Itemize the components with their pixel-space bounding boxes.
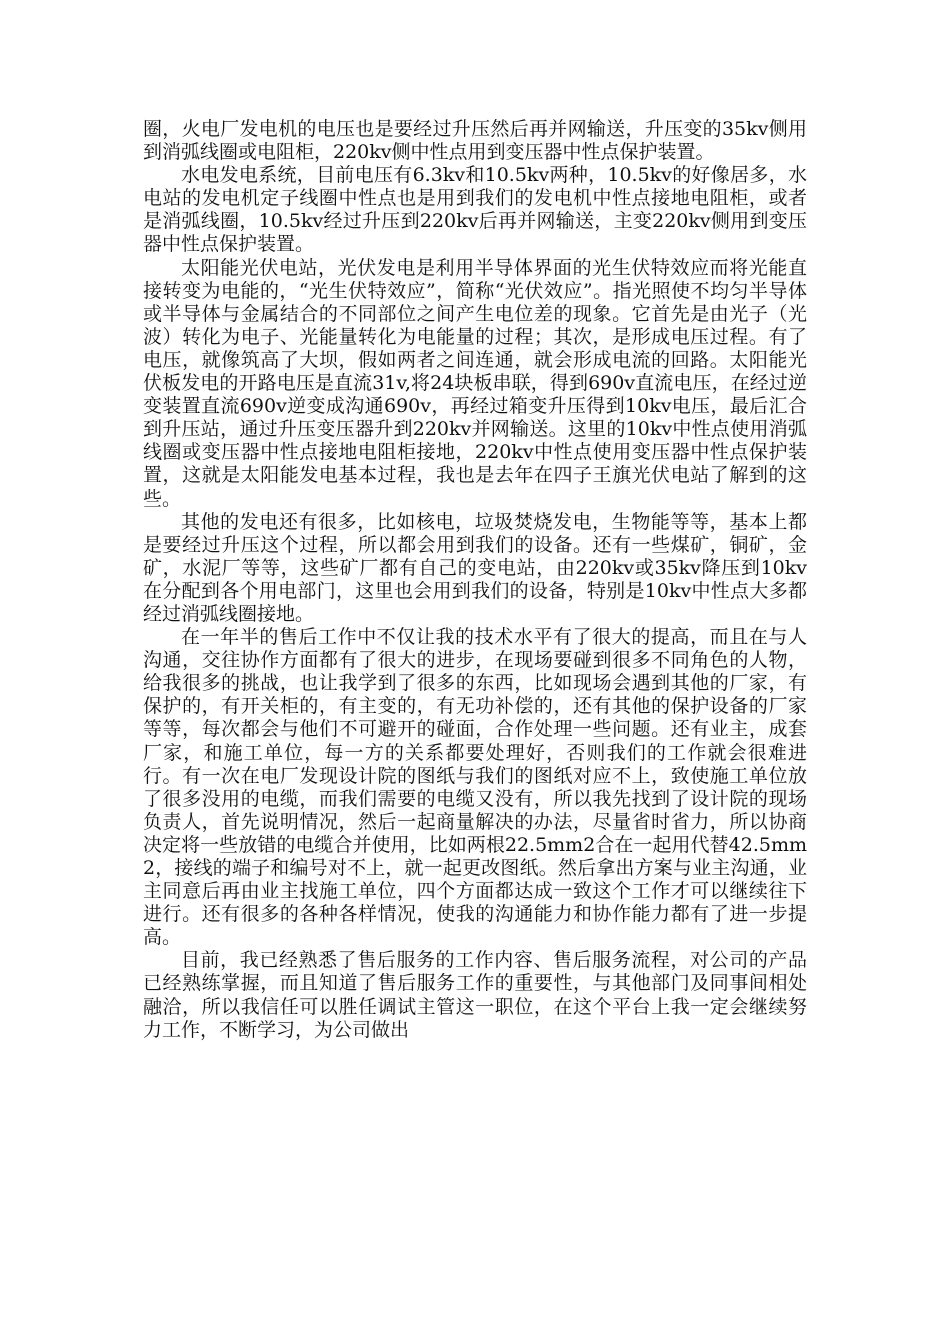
paragraph-other-power: 其他的发电还有很多，比如核电，垃圾焚烧发电，生物能等等，基本上都是要经过升压这个过程，所以都会用到我们的设备。还有一些煤矿，铜矿，金矿，水泥厂等等，这些矿厂都有自己的变电站，由220kv或35kv降压到10kv在分配到各个用电部门，这里也会用到我们的设备，特别是10kv中性点大多都经过消弧线圈接地。	[143, 510, 807, 625]
paragraph-thermal-power-continued: 圈，火电厂发电机的电压也是要经过升压然后再并网输送，升压变的35kv侧用到消弧线圈或电阻柜，220kv侧中性点用到变压器中性点保护装置。	[143, 118, 807, 164]
paragraph-after-sales-experience: 在一年半的售后工作中不仅让我的技术水平有了很大的提高，而且在与人沟通，交往协作方面都有了很大的进步，在现场要碰到很多不同角色的人物，给我很多的挑战，也让我学到了很多的东西，比如现场会遇到其他的厂家，有保护的，有开关柜的，有主变的，有无功补偿的，还有其他的保护设备的厂家等等，每次都会与他们不可避开的碰面，合作处理一些问题。还有业主，成套厂家，和施工单位，每一方的关系都要处理好，否则我们的工作就会很难进行。有一次在电厂发现设计院的图纸与我们的图纸对应不上，致使施工单位放了很多没用的电缆，而我们需要的电缆又没有，所以我先找到了设计院的现场负责人，首先说明情况，然后一起商量解决的办法，尽量省时省力，所以协商决定将一些放错的电缆合并使用，比如两根22.5mm2合在一起用代替42.5mm2，接线的端子和编号对不上，就一起更改图纸。然后拿出方案与业主沟通，业主同意后再由业主找施工单位，四个方面都达成一致这个工作才可以继续往下进行。还有很多的各种各样情况，使我的沟通能力和协作能力都有了进一步提高。	[143, 626, 807, 949]
paragraph-current-status: 目前，我已经熟悉了售后服务的工作内容、售后服务流程，对公司的产品已经熟练掌握，而且知道了售后服务工作的重要性，与其他部门及同事间相处融洽，所以我信任可以胜任调试主管这一职位，在这个平台上我一定会继续努力工作，不断学习，为公司做出	[143, 949, 807, 1041]
paragraph-hydropower: 水电发电系统，目前电压有6.3kv和10.5kv两种，10.5kv的好像居多，水电站的发电机定子线圈中性点也是用到我们的发电机中性点接地电阻柜，或者是消弧线圈，10.5kv经过升压到220kv后再并网输送，主变220kv侧用到变压器中性点保护装置。	[143, 164, 807, 256]
document-body	[143, 118, 807, 1042]
paragraph-solar-pv: 太阳能光伏电站，光伏发电是利用半导体界面的光生伏特效应而将光能直接转变为电能的，“光生伏特效应”，简称“光伏效应”。指光照使不均匀半导体或半导体与金属结合的不同部位之间产生电位差的现象。它首先是由光子（光波）转化为电子、光能量转化为电能量的过程；其次，是形成电压过程。有了电压，就像筑高了大坝，假如两者之间连通，就会形成电流的回路。太阳能光伏板发电的开路电压是直流31v,将24块板串联，得到690v直流电压，在经过逆变装置直流690v逆变成沟通690v，再经过箱变升压得到10kv电压，最后汇合到升压站，通过升压变压器升到220kv并网输送。这里的10kv中性点使用消弧线圈或变压器中性点接地电阻柜接地，220kv中性点使用变压器中性点保护装置，这就是太阳能发电基本过程，我也是去年在四子王旗光伏电站了解到的这些。	[143, 256, 807, 510]
